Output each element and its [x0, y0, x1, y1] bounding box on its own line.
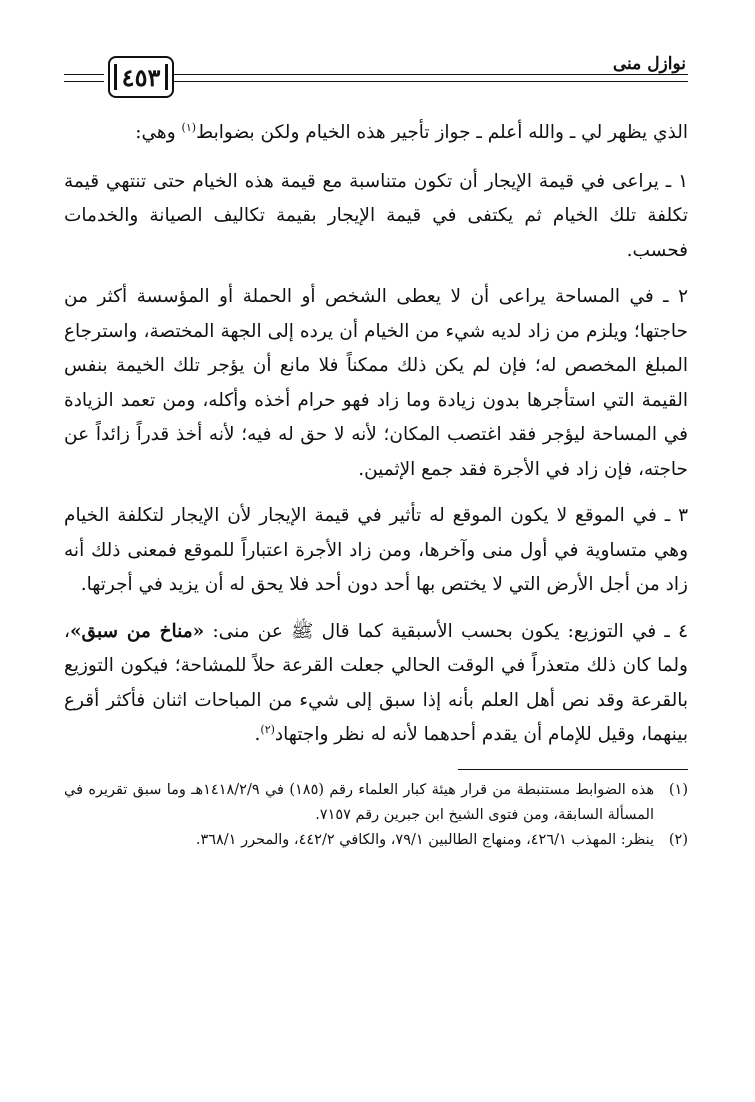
hadith-quote: «مناخ من سبق»: [69, 620, 205, 642]
header-rule-left: [64, 74, 104, 82]
paragraph-item-2: ٢ ـ في المساحة يراعى أن لا يعطى الشخص أو الحملة أو المؤسسة أكثر من حاجتها؛ ويلزم من زاد لديه شيء من الخيام أن يرده إلى الجهة المختصة، واسترجاع المبلغ المخصص له؛ فإن لم يكن ذلك ممكناً فلا مانع أن يؤجر تلك الخيمة بنفس القيمة التي استأجرها بدون زيادة وما زاد فهو حرام أخذه وأكله، ومن تعمد الزيادة في المساحة ليؤجر فقد اغتصب المكان؛ لأنه لا حق له فيه؛ لأنه أخذ قدراً زائداً عن حاجته، فإن زاد في الأجرة فقد جمع الإثمين.: [64, 286, 688, 480]
footnote-1: [64, 778, 688, 828]
page-header: [64, 48, 688, 98]
paragraph-item-1: ١ ـ يراعى في قيمة الإيجار أن تكون متناسبة مع قيمة هذه الخيام حتى تنتهي قيمة تكلفة تلك الخيام ثم يكتفى في قيمة الإيجار بقيمة تكاليف الصيانة والخدمات فحسب.: [64, 170, 688, 261]
paragraph-text: الذي يظهر لي ـ والله أعلم ـ جواز تأجير هذه الخيام ولكن بضوابط: [196, 122, 688, 143]
footnote-number: (٢): [668, 831, 688, 848]
paragraph-item-3: ٣ ـ في الموقع لا يكون الموقع له تأثير في قيمة الإيجار لأن الإيجار لتكلفة الخيام وهي متساوية في أول منى وآخرها، ومن زاد الأجرة اعتباراً للموقع فمعنى ذلك أنه زاد من أجل الأرض التي لا يختص بها أحد دون أحد فلا يحق له أن يزيد في أجرتها.: [64, 505, 688, 595]
running-title: نوازل منى: [612, 54, 686, 74]
footnotes: [64, 769, 688, 853]
footnote-rule: [458, 769, 688, 770]
book-page: [64, 48, 688, 853]
paragraph-tail: وهي:: [135, 122, 182, 143]
page-number: ٤٥٣: [108, 56, 174, 98]
main-text: [64, 116, 688, 753]
paragraph-item-4: [64, 615, 688, 753]
header-rule: [172, 74, 688, 82]
paragraph-tail: .: [254, 724, 261, 745]
footnote-number: (١): [668, 781, 688, 798]
footnote-text: هذه الضوابط مستنبطة من قرار هيئة كبار العلماء رقم (١٨٥) في ١٤١٨/٢/٩هـ وما سبق تقريره في المسألة السابقة، ومن فتوى الشيخ ابن جبرين رقم ٧١٥٧.: [64, 781, 654, 823]
paragraph-text: ٤ ـ في التوزيع: يكون بحسب الأسبقية كما قال ﷺ عن منى:: [204, 620, 689, 642]
paragraph-text: ، ولما كان ذلك متعذراً في الوقت الحالي جعلت القرعة حلاً للمشاحة؛ فيكون التوزيع بالقرعة وقد نص أهل العلم بأنه إذا سبق إلى شيء من المباحات اثنان فأكثر أقرع بينهما، وقيل للإمام أن يقدم أحدهما لأنه له نظر واجتهاد: [64, 620, 688, 745]
footnote-text: ينظر: المهذب ٤٢٦/١، ومنهاج الطالبين ٧٩/١، والكافي ٤٤٢/٢، والمحرر ٣٦٨/١.: [195, 831, 654, 848]
footnote-ref[interactable]: (٢): [260, 722, 275, 736]
footnote-ref[interactable]: (١): [181, 120, 197, 134]
paragraph-intro: [64, 116, 688, 151]
footnote-2: [64, 828, 688, 853]
